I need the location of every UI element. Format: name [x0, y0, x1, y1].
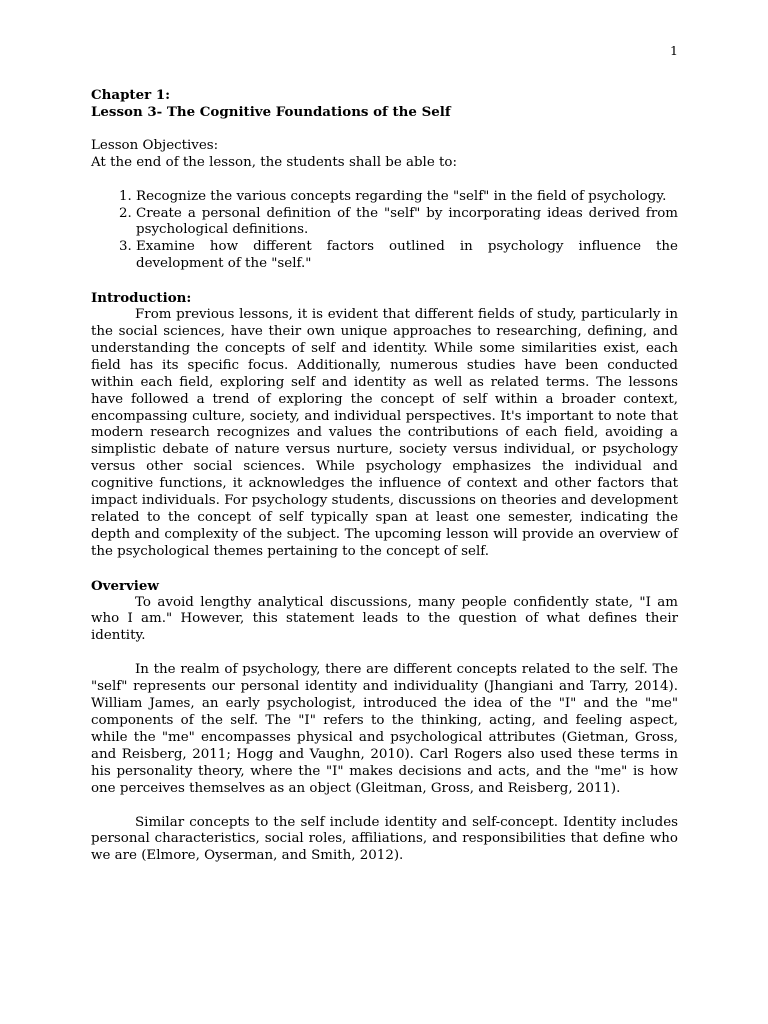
- introduction-paragraph: From previous lessons, it is evident that different fields of study, particularly in the social sciences, have their own unique approaches to researching, defining, and understanding the concepts of self and identity. While some similarities exist, each field has its specific focus. Additionally, numerous studies have been conducted within each field, exploring self and identity as well as related terms. The lessons have followed a trend of exploring the concept of self within a broader context, encompassing culture, society, and individual perspectives. It's important to note that modern research recognizes and values the contributions of each field, avoiding a simplistic debate of nature versus nurture, society versus individual, or psychology versus other social sciences. While psychology emphasizes the individual and cognitive functions, it acknowledges the influence of context and other factors that impact individuals. For psychology students, discussions on theories and development related to the concept of self typically span at least one semester, indicating the depth and complexity of the subject. The upcoming lesson will provide an overview of the psychological themes pertaining to the concept of self.: [91, 307, 678, 559]
- overview-paragraph: Similar concepts to the self include identity and self-concept. Identity includes personal characteristics, social roles, affiliations, and responsibilities that define who we are (Elmore, Oyserman, and Smith, 2012).: [91, 814, 678, 864]
- objective-item: 2. Create a personal definition of the "self" by incorporating ideas derived from psychological definitions.: [136, 206, 678, 240]
- lesson-title: Lesson 3- The Cognitive Foundations of the Self: [91, 103, 451, 120]
- overview-paragraph: To avoid lengthy analytical discussions, many people confidently state, "I am who I am." However, this statement leads to the question of what defines their identity.: [91, 594, 678, 644]
- objectives-heading: Lesson Objectives:: [91, 137, 219, 153]
- overview-paragraph: In the realm of psychology, there are different concepts related to the self. The "self" represents our personal identity and individuality (Jhangiani and Tarry, 2014). William James, an early psychologist, introduced the idea of the "I" and the "me" components of the self. The "I" refers to the thinking, acting, and feeling aspect, while the "me" encompasses physical and psychological attributes (Gietman, Gross, and Reisberg, 2011; Hogg and Vaughn, 2010). Carl Rogers also used these terms in his personality theory, where the "I" makes decisions and acts, and the "me" is how one perceives themselves as an object (Gleitman, Gross, and Reisberg, 2011).: [91, 662, 678, 796]
- overview-heading: Overview: [91, 577, 159, 594]
- objectives-intro: At the end of the lesson, the students shall be able to:: [91, 154, 457, 170]
- page-content: [91, 87, 678, 865]
- objectives-list: [91, 189, 678, 274]
- objective-item: 1. Recognize the various concepts regarding the "self" in the field of psychology.: [136, 189, 678, 206]
- objective-item: 3. Examine how different factors outlined in psychology influence the development of the "self.": [136, 239, 678, 273]
- introduction-heading: Introduction:: [91, 290, 192, 307]
- page-number: 1: [670, 43, 678, 58]
- chapter-label: Chapter 1:: [91, 87, 171, 103]
